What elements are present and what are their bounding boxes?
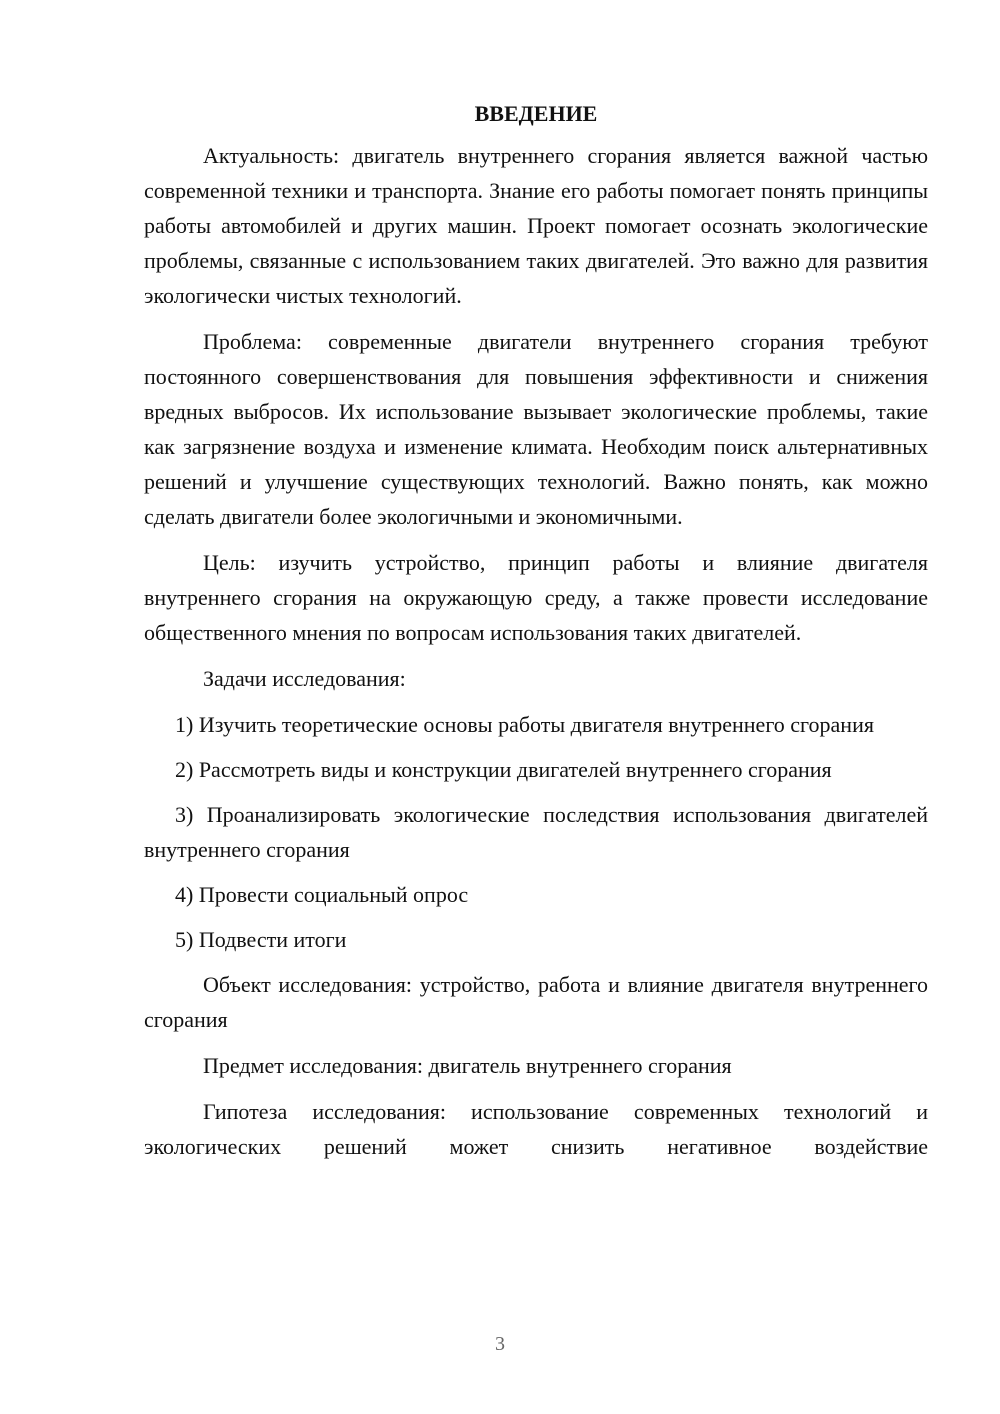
paragraph-goal: Цель: изучить устройство, принцип работы и влияние двигателя внутреннего сгорания на окружающую среду, а также провести исследование общественного мнения по вопросам использования таких двигателей. bbox=[144, 550, 928, 645]
paragraph-relevance: Актуальность: двигатель внутреннего сгорания является важной частью современной техники и транспорта. Знание его работы помогает понять принципы работы автомобилей и других машин. Проект помогает осознать экологические проблемы, связанные с использованием таких двигателей. Это важно для развития экологически чистых технологий. bbox=[144, 143, 928, 308]
document-page bbox=[144, 96, 928, 1164]
page-number: 3 bbox=[495, 1333, 505, 1355]
paragraph-object: Объект исследования: устройство, работа и влияние двигателя внутреннего сгорания bbox=[144, 972, 928, 1032]
task-item-2: 2) Рассмотреть виды и конструкции двигателей внутреннего сгорания bbox=[175, 757, 832, 782]
task-item-4: 4) Провести социальный опрос bbox=[175, 882, 469, 907]
section-title: ВВЕДЕНИЕ bbox=[474, 101, 598, 126]
task-item-3: 3) Проанализировать экологические последствия использования двигателей внутреннего сгорания bbox=[144, 802, 928, 862]
task-item-5: 5) Подвести итоги bbox=[175, 927, 347, 952]
paragraph-hypothesis: Гипотеза исследования: использование современных технологий и экологических решений может снизить негативное воздействие bbox=[144, 1099, 928, 1159]
paragraph-problem: Проблема: современные двигатели внутреннего сгорания требуют постоянного совершенствования для повышения эффективности и снижения вредных выбросов. Их использование вызывает экологические проблемы, такие как загрязнение воздуха и изменение климата. Необходим поиск альтернативных решений и улучшение существующих технологий. Важно понять, как можно сделать двигатели более экологичными и экономичными. bbox=[144, 329, 928, 529]
paragraph-subject: Предмет исследования: двигатель внутреннего сгорания bbox=[203, 1053, 732, 1078]
task-item-1: 1) Изучить теоретические основы работы двигателя внутреннего сгорания bbox=[175, 712, 874, 737]
tasks-heading: Задачи исследования: bbox=[203, 666, 406, 691]
